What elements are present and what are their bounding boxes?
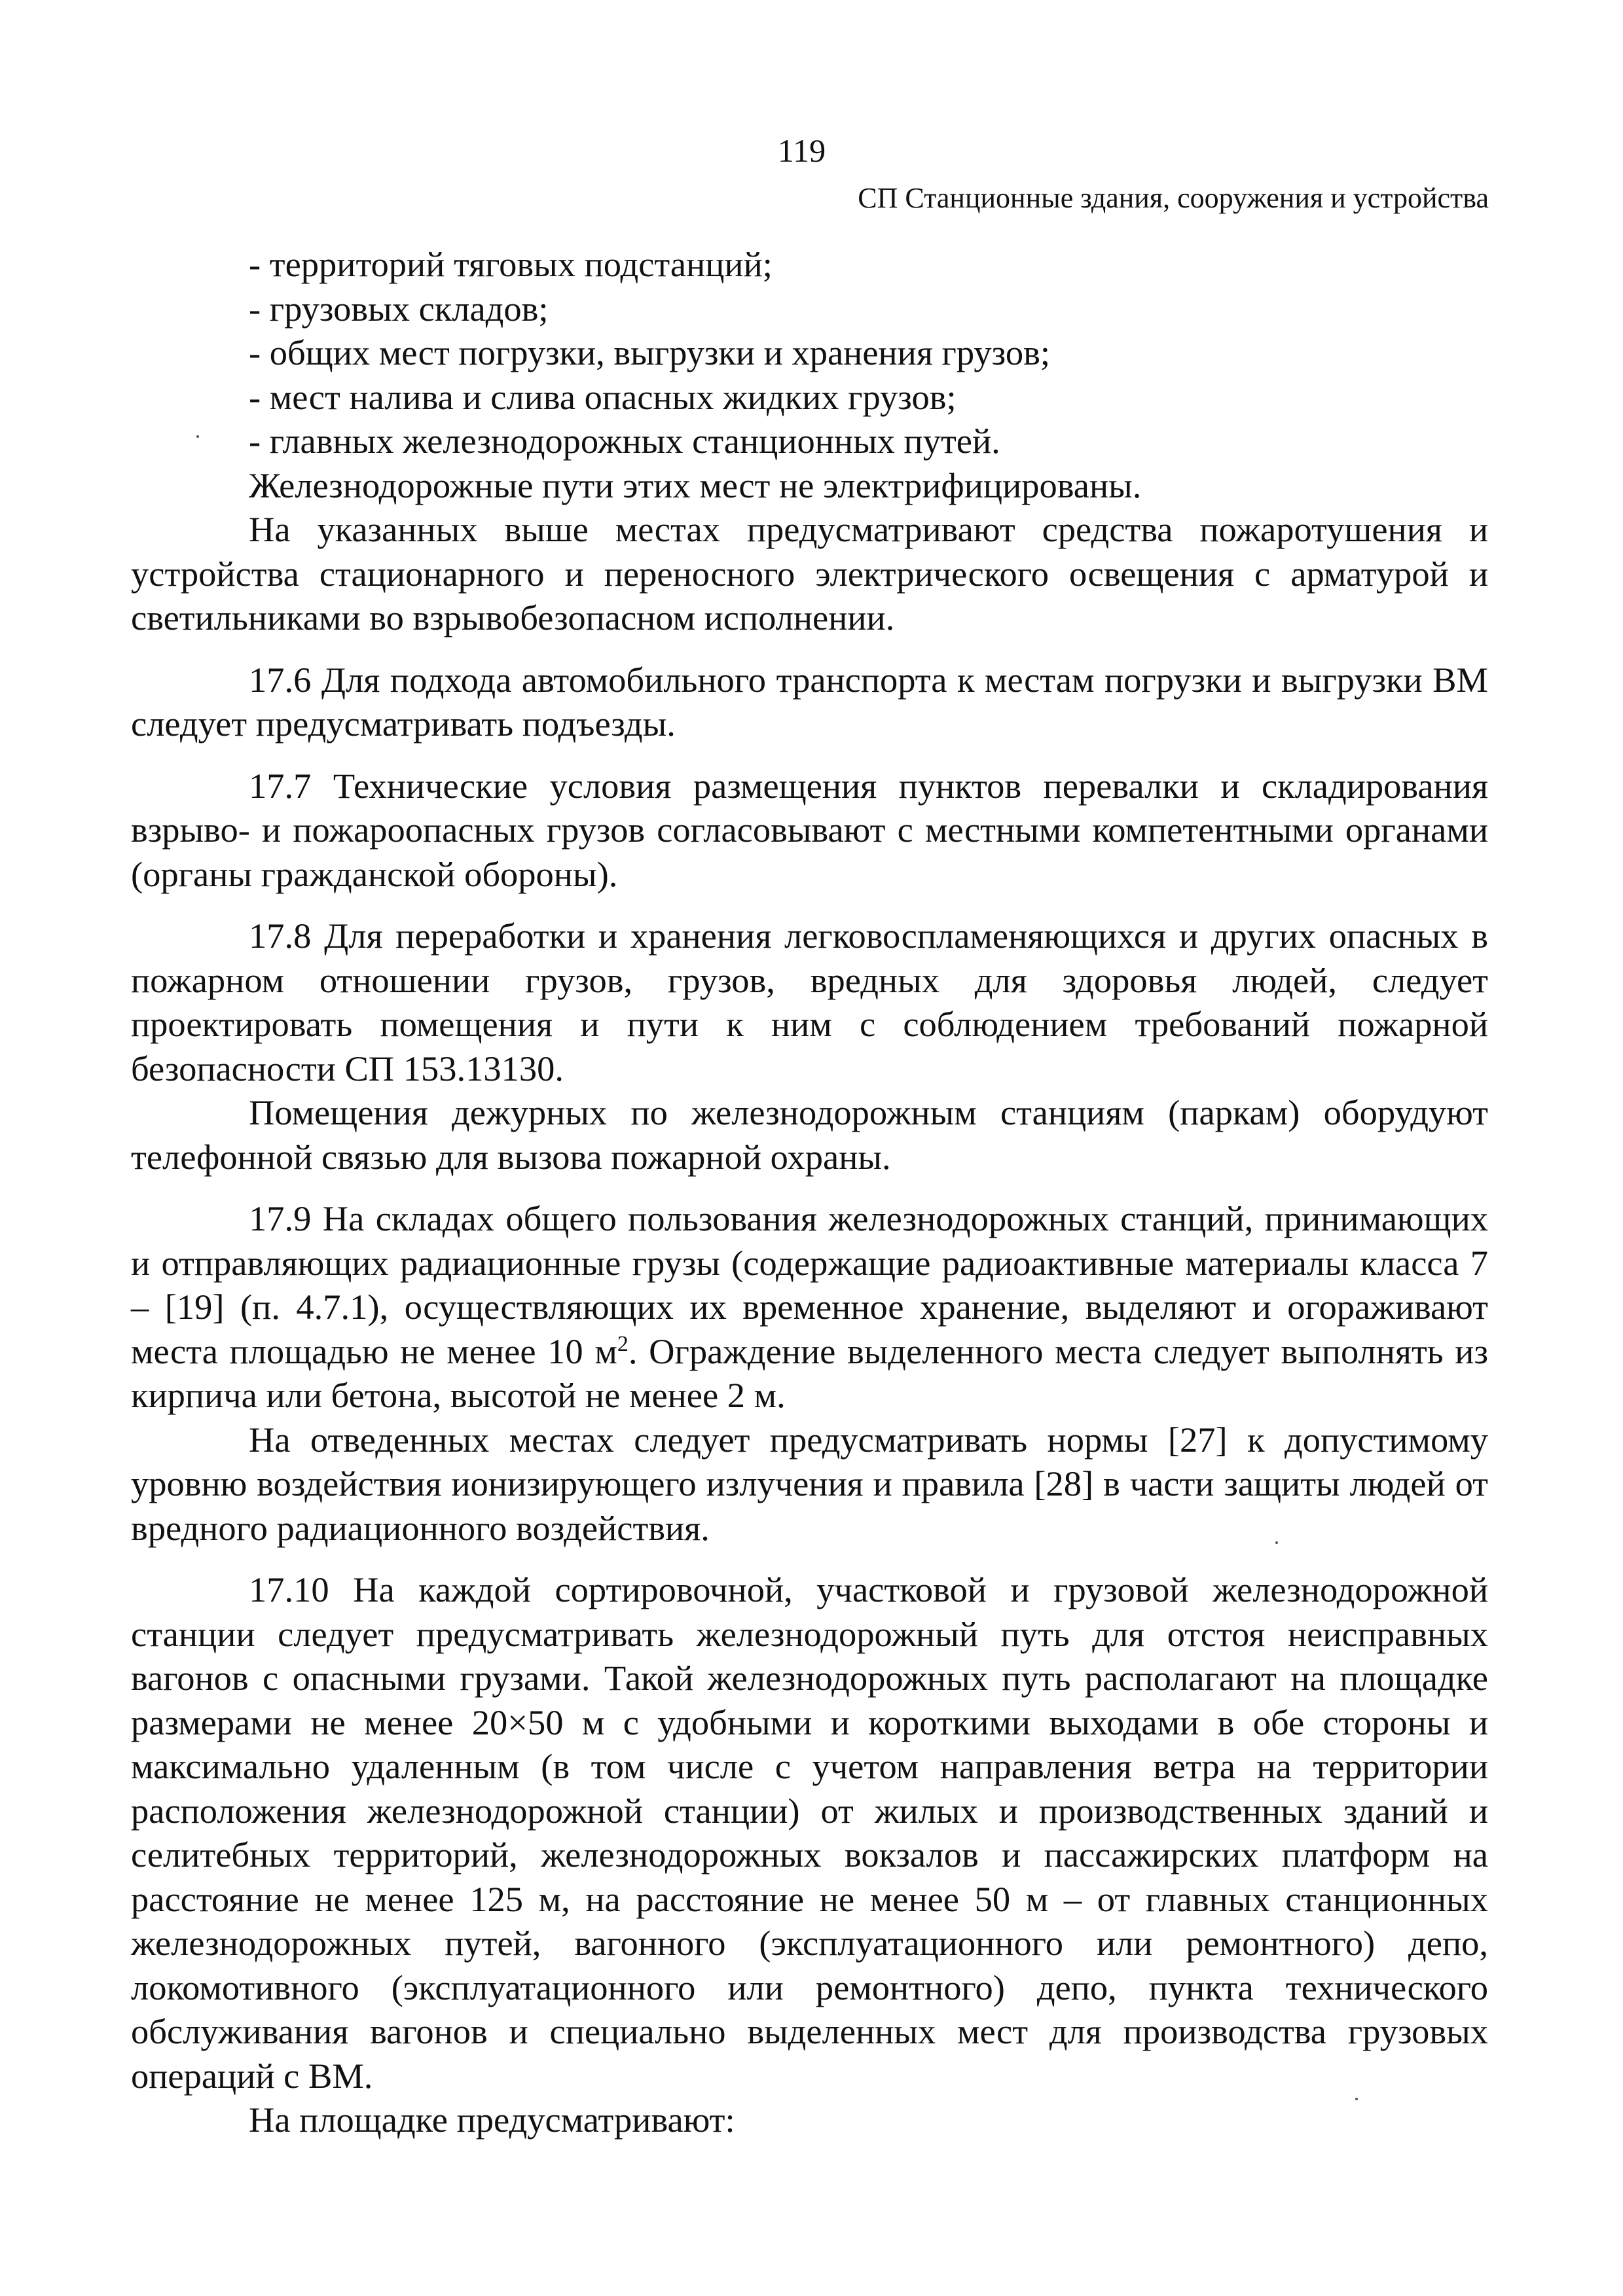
superscript-2: 2 <box>617 1331 629 1356</box>
paragraph-radiation-norms: На отведенных местах следует предусматривать нормы [27] к допустимому уровню воздействия ионизирующего излучения и правила [28] в части защиты людей от вредного радиационного воздействия. <box>131 1419 1488 1548</box>
paragraph-17-9-text-b: . Ограждение выделенного места следует выполнять из кирпича или бетона, высотой не менее 2 м. <box>131 1331 1488 1415</box>
body-text <box>131 242 1488 2142</box>
paragraph-fire-equipment: На указанных выше местах предусматривают средства пожаротушения и устройства стационарного и переносного электрического освещения с арматурой и светильниками во взрывобезопасном исполнении. <box>131 509 1488 637</box>
list-item: - территорий тяговых подстанций; <box>249 244 773 284</box>
list-item: - мест налива и слива опасных жидких грузов; <box>249 376 957 417</box>
paragraph-platform-provisions: На площадке предусматривают: <box>249 2100 735 2140</box>
scan-speck <box>1275 1541 1278 1544</box>
scan-speck <box>1355 2098 1358 2100</box>
paragraph-17-7: 17.7 Технические условия размещения пунктов перевалки и складирования взрыво- и пожароопасных грузов согласовывают с местными компетентными органами (органы гражданской обороны). <box>131 765 1488 894</box>
list-item: - общих мест погрузки, выгрузки и хранения грузов; <box>249 332 1051 372</box>
paragraph-duty-rooms: Помещения дежурных по железнодорожным станциям (паркам) оборудуют телефонной связью для вызова пожарной охраны. <box>131 1092 1488 1177</box>
paragraph-17-10: 17.10 На каждой сортировочной, участковой и грузовой железнодорожной станции следует предусматривать железнодорожный путь для отстоя неисправных вагонов с опасными грузами. Такой железнодорожных путь располагают на площадке размерами не менее 20×50 м с удобными и короткими выходами в обе стороны и максимально удаленным (в том числе с учетом направления ветра на территории расположения железнодорожной станции) от жилых и производственных зданий и селитебных территорий, железнодорожных вокзалов и пассажирских платформ на расстояние не менее 125 м, на расстояние не менее 50 м – от главных станционных железнодорожных путей, вагонного (эксплуатационного или ремонтного) депо, локомотивного (эксплуатационного или ремонтного) депо, пункта технического обслуживания вагонов и специально выделенных мест для производства грузовых операций с ВМ. <box>131 1570 1488 2096</box>
running-header: СП Станционные здания, сооружения и устройства <box>858 182 1489 214</box>
scan-speck <box>196 435 199 438</box>
paragraph-17-9 <box>131 1196 1488 1418</box>
bullet-list <box>131 242 1488 463</box>
paragraph-17-6: 17.6 Для подхода автомобильного транспорта к местам погрузки и выгрузки ВМ следует предусматривать подъезды. <box>131 659 1488 744</box>
list-item: - главных железнодорожных станционных путей. <box>249 421 1000 461</box>
paragraph-17-8: 17.8 Для переработки и хранения легковоспламеняющихся и других опасных в пожарном отношении грузов, грузов, вредных для здоровья людей, следует проектировать помещения и пути к ним с соблюдением требований пожарной безопасности СП 153.13130. <box>131 916 1488 1088</box>
paragraph-17-9-text-a: 17.9 На складах общего пользования железнодорожных станций, принимающих и отправляющих радиационные грузы (содержащие радиоактивные материалы класса 7 – [19] (п. 4.7.1), осуществляющих их временное хранение, выделяют и огораживают места площадью не менее 10 м <box>131 1198 1488 1371</box>
list-item: - грузовых складов; <box>249 288 549 329</box>
page-number: 119 <box>777 132 826 169</box>
paragraph-not-electrified: Железнодорожные пути этих мест не электрифицированы. <box>249 465 1142 505</box>
